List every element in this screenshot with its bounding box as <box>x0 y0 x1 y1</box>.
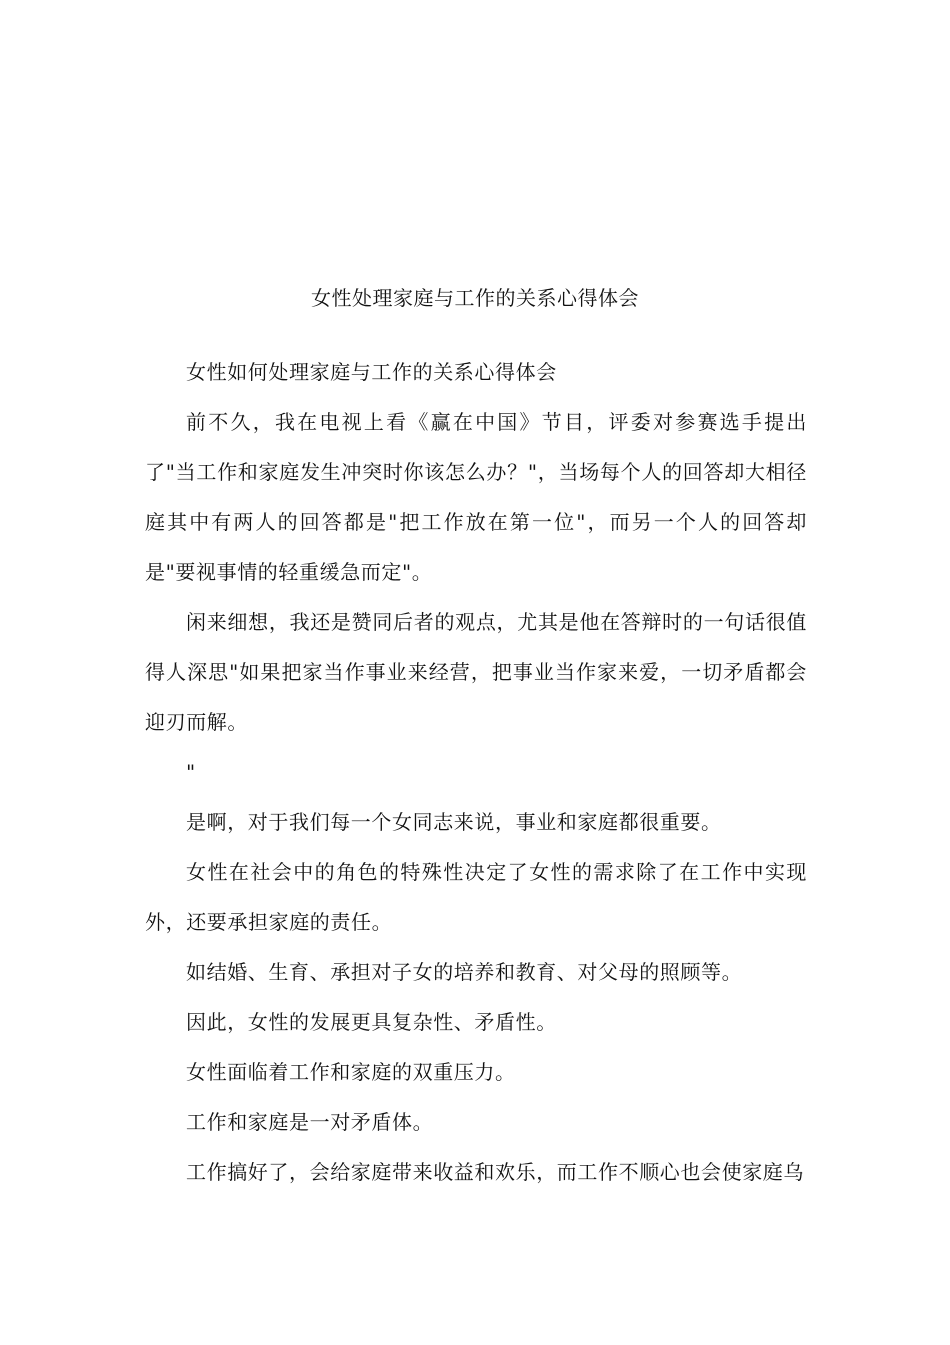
paragraph-complexity: 因此，女性的发展更具复杂性、矛盾性。 <box>186 1010 557 1034</box>
paragraph-importance: 是啊，对于我们每一个女同志来说，事业和家庭都很重要。 <box>186 810 722 834</box>
paragraph-reflection: 闲来细想，我还是赞同后者的观点，尤其是他在答辩时的一句话很值得人深思"如果把家当作事业来经营，把事业当作家来爱，一切矛盾都会迎刃而解。 <box>145 610 807 734</box>
paragraph-examples: 如结婚、生育、承担对子女的培养和教育、对父母的照顾等。 <box>186 960 743 984</box>
document-body <box>145 347 807 1197</box>
paragraph-roles: 女性在社会中的角色的特殊性决定了女性的需求除了在工作中实现外，还要承担家庭的责任。 <box>145 860 807 934</box>
paragraph-contradiction: 工作和家庭是一对矛盾体。 <box>186 1110 434 1134</box>
paragraph-tv-show: 前不久，我在电视上看《赢在中国》节目，评委对参赛选手提出了"当工作和家庭发生冲突时你该怎么办？"，当场每个人的回答却大相径庭其中有两人的回答都是"把工作放在第一位"，而另一个人的回答却是"要视事情的轻重缓急而定"。 <box>145 410 807 584</box>
paragraph-quote-mark: " <box>186 760 196 784</box>
paragraph-pressure: 女性面临着工作和家庭的双重压力。 <box>186 1060 516 1084</box>
paragraph-subtitle: 女性如何处理家庭与工作的关系心得体会 <box>186 360 557 384</box>
document-title: 女性处理家庭与工作的关系心得体会 <box>311 286 639 310</box>
paragraph-work-family: 工作搞好了，会给家庭带来收益和欢乐，而工作不顺心也会使家庭乌 <box>186 1160 804 1184</box>
